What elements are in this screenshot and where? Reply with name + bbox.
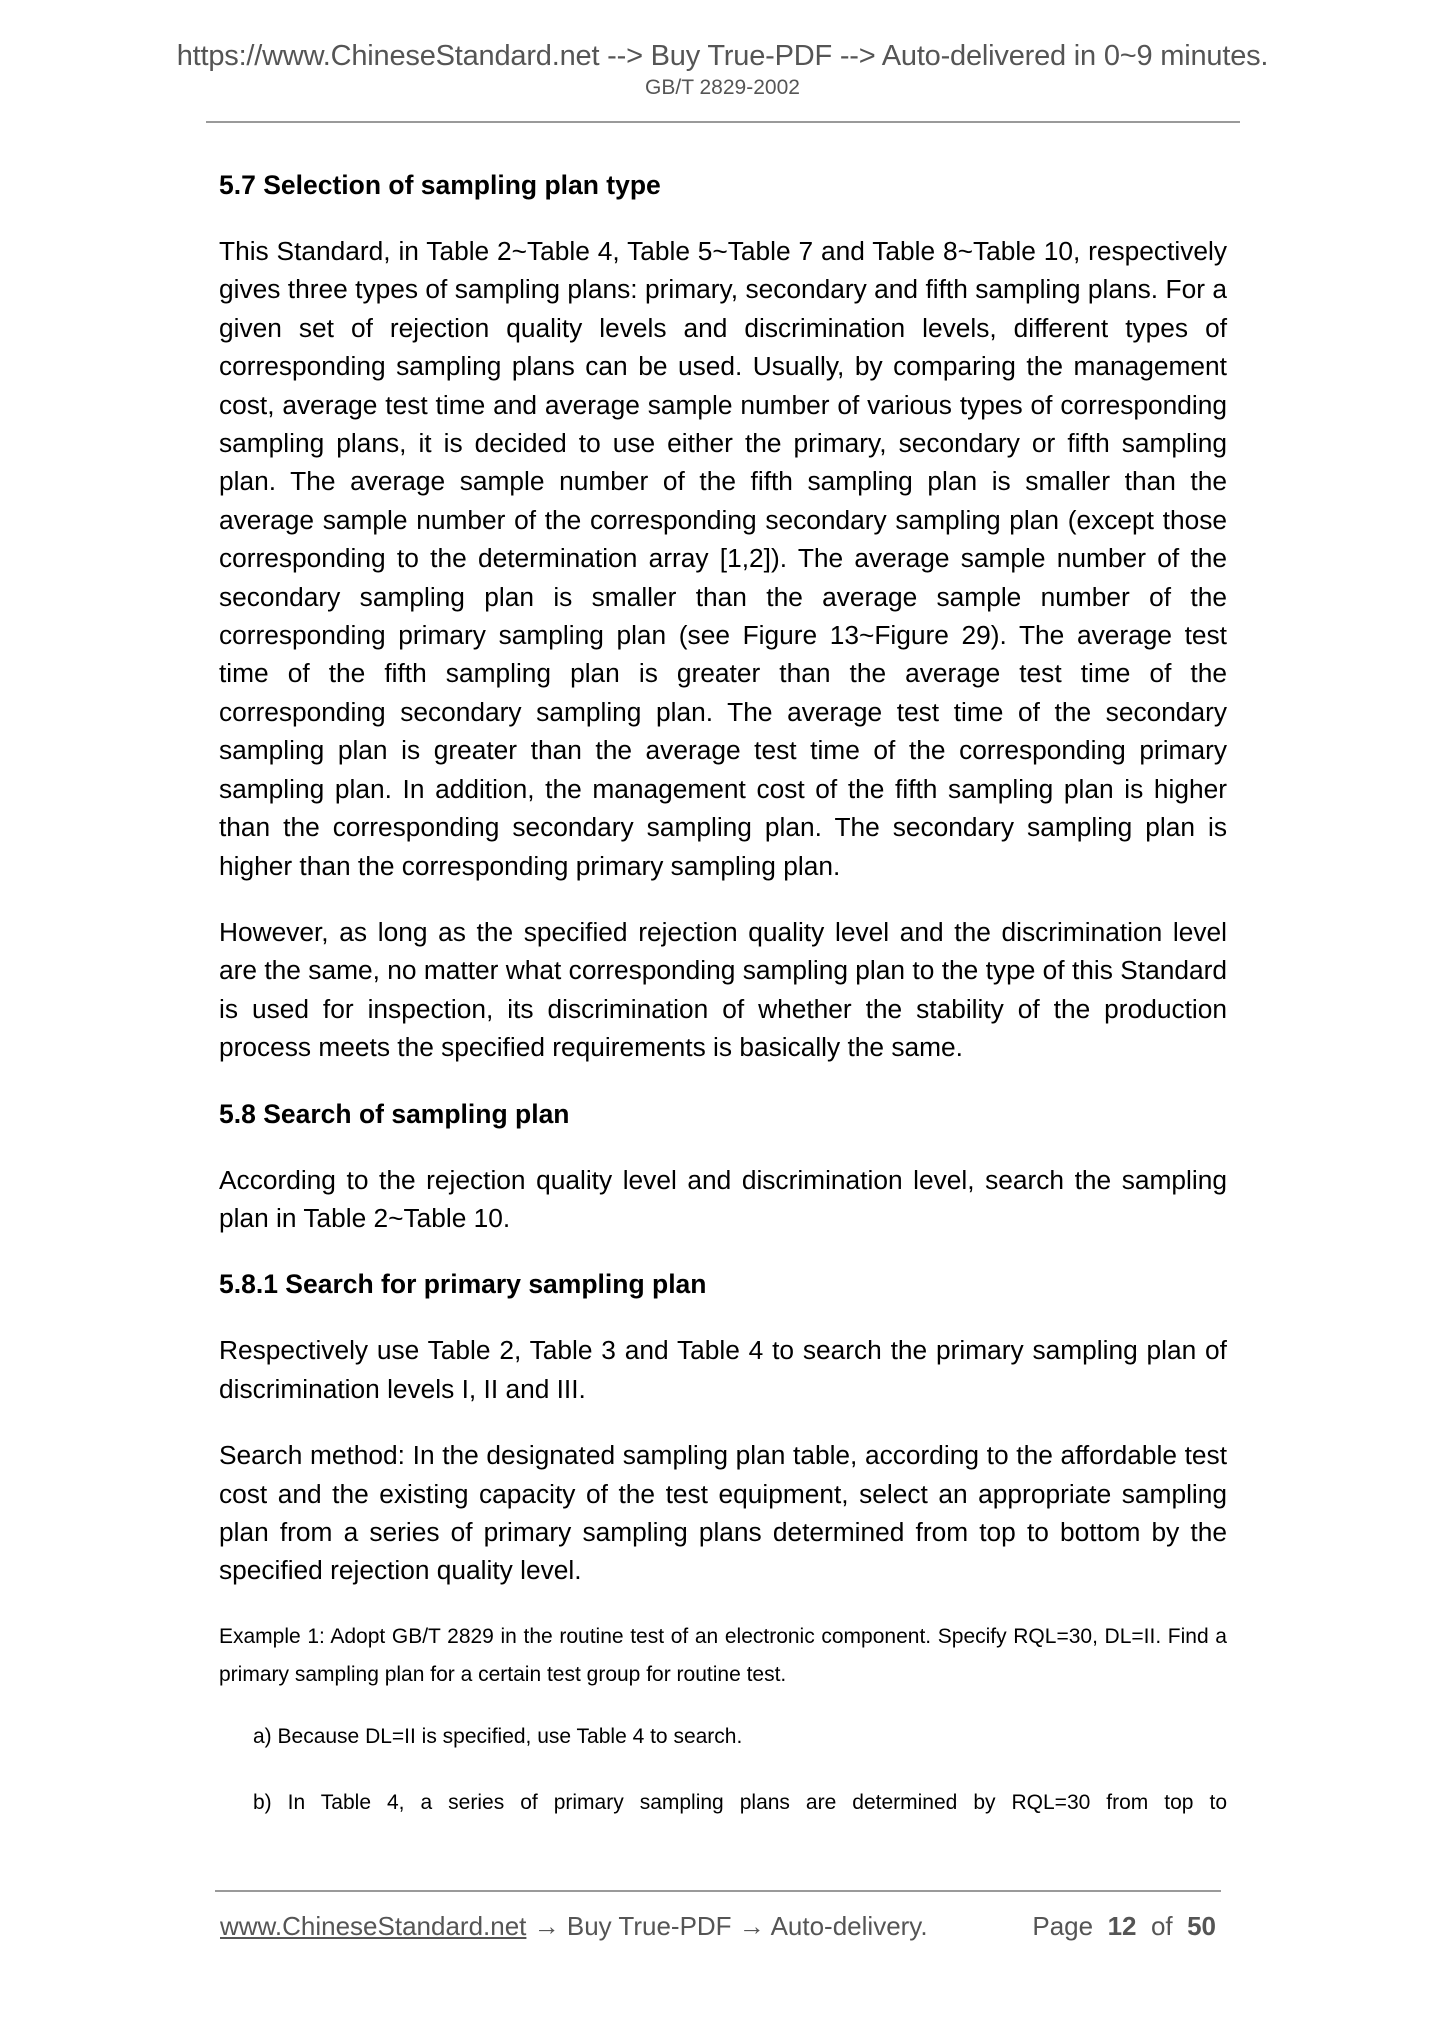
paragraph: According to the rejection quality level and discrimination level, search the sampling plan in Table 2~Table 10.	[219, 1164, 1227, 1233]
section-heading-5-8: 5.8 Search of sampling plan	[219, 1098, 570, 1129]
site-link[interactable]: www.ChineseStandard.net	[220, 1911, 527, 1941]
page-current: 12	[1107, 1911, 1137, 1941]
page-body	[219, 166, 1227, 1850]
footer-divider	[215, 1890, 1221, 1892]
section-heading-5-8-1: 5.8.1 Search for primary sampling plan	[219, 1269, 707, 1300]
section-heading-5-7: 5.7 Selection of sampling plan type	[219, 170, 661, 200]
example-text: Example 1: Adopt GB/T 2829 in the routine test of an electronic component. Specify RQL=30, DL=II. Find a primary sampling plan for a certain test group for routine test.	[219, 1624, 1227, 1686]
header-banner: https://www.ChineseStandard.net --> Buy True-PDF --> Auto-delivered in 0~9 minutes.	[176, 40, 1269, 72]
standard-code: GB/T 2829-2002	[645, 76, 800, 99]
page-of: of	[1150, 1911, 1173, 1941]
footer-left	[220, 1911, 928, 1942]
list-item-a: a) Because DL=II is specified, use Table 4 to search.	[253, 1724, 743, 1748]
page-label: Page	[1032, 1911, 1094, 1941]
footer	[220, 1911, 1216, 1942]
page-indicator	[1032, 1911, 1216, 1942]
page-total: 50	[1187, 1911, 1216, 1941]
paragraph: Search method: In the designated sampling plan table, according to the affordable test cost and the existing capacity of the test equipment, select an appropriate sampling plan from a series of primary sampling plans determined from top to bottom by the specified rejection quality level.	[219, 1440, 1227, 1586]
paragraph: Respectively use Table 2, Table 3 and Table 4 to search the primary sampling plan of discrimination levels I, II and III.	[219, 1335, 1227, 1404]
paragraph: However, as long as the specified rejection quality level and the discrimination level are the same, no matter what corresponding sampling plan to the type of this Standard is used for inspection, its discrimination of whether the stability of the production process meets the specified requirements is basically the same.	[219, 916, 1227, 1063]
paragraph: This Standard, in Table 2~Table 4, Table 5~Table 7 and Table 8~Table 10, respectively gives three types of sampling plans: primary, secondary and fifth sampling plans. For a given set of rejection quality levels and discrimination levels, different types of corresponding sampling plans can be used. Usually, by comparing the management cost, average test time and average sample number of various types of corresponding sampling plans, it is decided to use either the primary, secondary or fifth sampling plan. The average sample number of the fifth sampling plan is smaller than the average sample number of the corresponding secondary sampling plan (except those corresponding to the determination array [1,2]). The average sample number of the secondary sampling plan is smaller than the average sample number of the corresponding primary sampling plan (see Figure 13~Figure 29). The average test time of the fifth sampling plan is greater than the average test time of the corresponding secondary sampling plan. The average test time of the secondary sampling plan is greater than the average test time of the corresponding primary sampling plan. In addition, the management cost of the fifth sampling plan is higher than the corresponding secondary sampling plan. The secondary sampling plan is higher than the corresponding primary sampling plan.	[219, 236, 1227, 881]
list-item-b: b) In Table 4, a series of primary sampling plans are determined by RQL=30 from top to	[253, 1790, 1227, 1814]
header-divider	[206, 121, 1240, 123]
footer-tagline: → Buy True-PDF → Auto-delivery.	[526, 1911, 928, 1941]
